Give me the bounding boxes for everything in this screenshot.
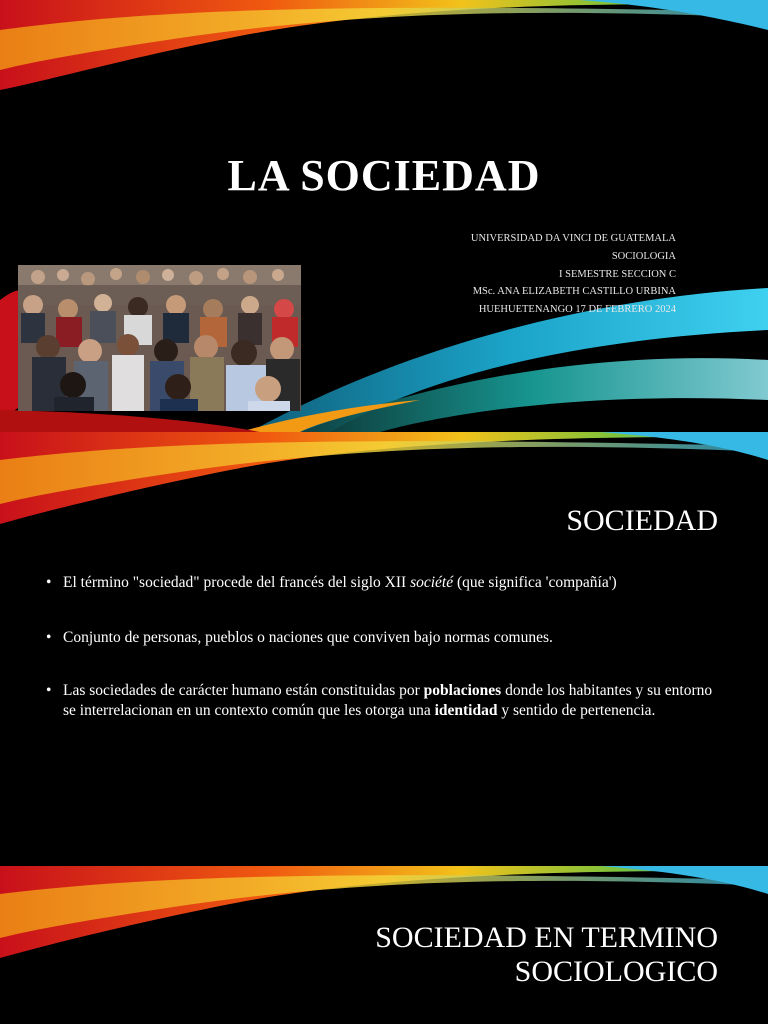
- bullet-item: [46, 573, 617, 593]
- slide-title-text: [375, 921, 718, 989]
- subtitle-block: [471, 230, 676, 319]
- bullet-text: donde los habitantes y su entorno se interrelacionan en un contexto común que les otorga una: [63, 682, 713, 719]
- bullet-text: Las sociedades de carácter humano están constituidas por: [63, 682, 424, 699]
- bullet-bold-term: poblaciones: [423, 682, 502, 699]
- bullet-bold-term: identidad: [434, 702, 498, 719]
- bullet-dot: •: [46, 629, 52, 646]
- slide-sociedad-sociologico: [0, 866, 768, 1024]
- bullet-dot: •: [46, 682, 52, 699]
- swoosh-decoration: [0, 432, 768, 866]
- subtitle-university: UNIVERSIDAD DA VINCI DE GUATEMALA: [470, 233, 676, 244]
- slide-sociedad: [0, 432, 768, 866]
- subtitle-course: SOCIOLOGIA: [611, 250, 676, 262]
- slide-title: [0, 0, 768, 432]
- bullet-text: y sentido de pertenencia.: [497, 702, 656, 719]
- title-line-1: SOCIEDAD EN TERMINO: [375, 921, 718, 954]
- title-line-2: SOCIOLOGICO: [514, 955, 718, 988]
- subtitle-author: MSc. ANA ELIZABETH CASTILLO URBINA: [472, 286, 676, 298]
- bullet-item: [46, 681, 726, 721]
- subtitle-semester: I SEMESTRE SECCION C: [559, 268, 676, 280]
- slide-title-text: SOCIEDAD: [566, 504, 718, 537]
- slide-title-text: LA SOCIEDAD: [227, 151, 541, 200]
- bullet-dot: •: [46, 574, 52, 591]
- bullet-text: Conjunto de personas, pueblos o naciones que conviven bajo normas comunes.: [63, 629, 553, 646]
- crowd-photo: [18, 265, 301, 411]
- bullet-text: El término "sociedad" procede del francés del siglo XII: [63, 574, 411, 591]
- bullet-item: [46, 628, 553, 648]
- bullet-text: (que significa 'compañía'): [453, 574, 617, 591]
- subtitle-place-date: HUEHUETENANGO 17 DE FEBRERO 2024: [478, 304, 676, 316]
- bullet-italic-term: société: [410, 574, 454, 591]
